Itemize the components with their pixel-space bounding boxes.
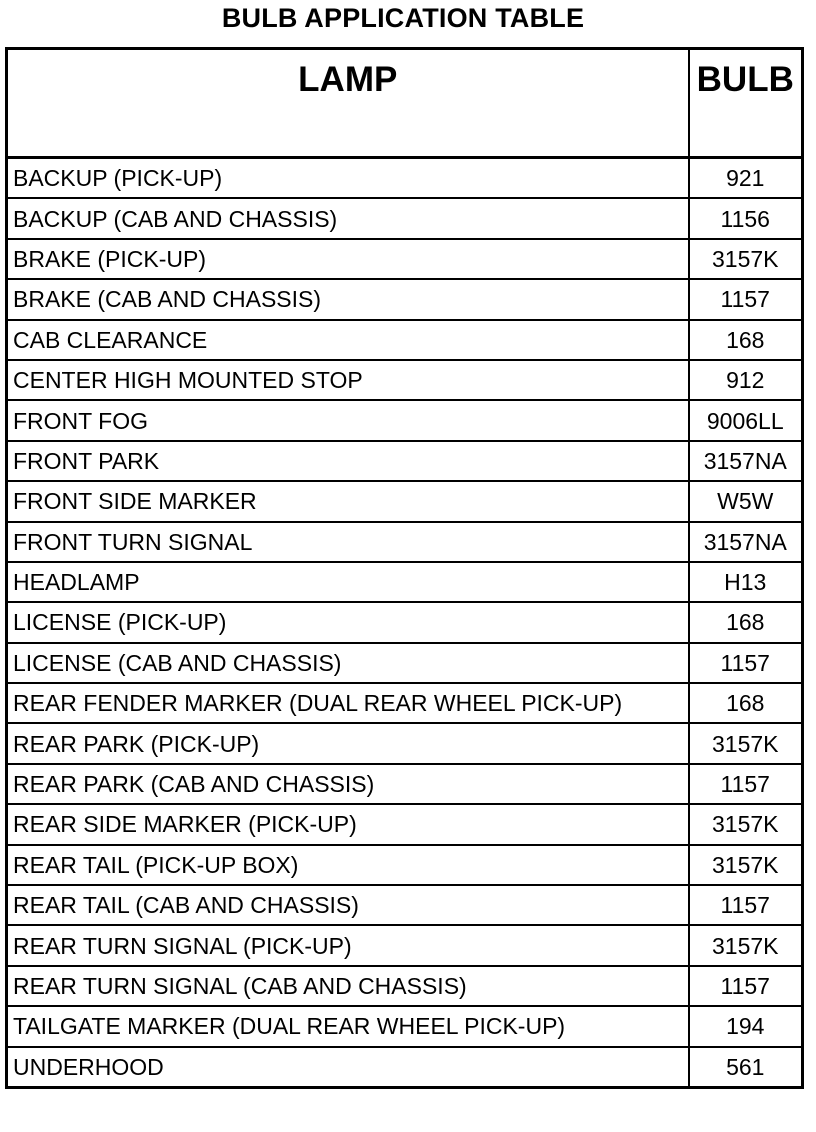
table-row [7,723,803,763]
lamp-cell: FRONT TURN SIGNAL [7,522,689,562]
table-body [7,158,803,1088]
bulb-cell: 561 [689,1047,803,1088]
lamp-cell: REAR TAIL (CAB AND CHASSIS) [7,885,689,925]
lamp-cell: REAR TURN SIGNAL (PICK-UP) [7,925,689,965]
bulb-cell: 9006LL [689,400,803,440]
table-row [7,279,803,319]
table-row [7,643,803,683]
table-row [7,885,803,925]
bulb-cell: W5W [689,481,803,521]
lamp-cell: REAR SIDE MARKER (PICK-UP) [7,804,689,844]
table-row [7,966,803,1006]
bulb-cell: 1157 [689,764,803,804]
bulb-cell: 3157K [689,239,803,279]
table-row [7,522,803,562]
lamp-cell: REAR TURN SIGNAL (CAB AND CHASSIS) [7,966,689,1006]
bulb-cell: 3157K [689,723,803,763]
table-row [7,360,803,400]
bulb-cell: 1156 [689,198,803,238]
bulb-cell: 3157K [689,804,803,844]
bulb-cell: 3157K [689,845,803,885]
table-row [7,562,803,602]
lamp-cell: HEADLAMP [7,562,689,602]
lamp-cell: FRONT FOG [7,400,689,440]
lamp-cell: UNDERHOOD [7,1047,689,1088]
table-row [7,400,803,440]
bulb-cell: 3157NA [689,522,803,562]
lamp-cell: BRAKE (CAB AND CHASSIS) [7,279,689,319]
lamp-cell: REAR FENDER MARKER (DUAL REAR WHEEL PICK-UP) [7,683,689,723]
lamp-cell: REAR PARK (PICK-UP) [7,723,689,763]
table-row [7,481,803,521]
table-row [7,198,803,238]
table-row [7,1006,803,1046]
lamp-cell: LICENSE (CAB AND CHASSIS) [7,643,689,683]
lamp-column-header: LAMP [7,49,689,158]
bulb-cell: 168 [689,683,803,723]
table-row [7,925,803,965]
bulb-cell: 1157 [689,885,803,925]
table-row [7,158,803,199]
table-row [7,320,803,360]
bulb-cell: 194 [689,1006,803,1046]
lamp-cell: TAILGATE MARKER (DUAL REAR WHEEL PICK-UP) [7,1006,689,1046]
bulb-application-table [5,47,804,1089]
lamp-cell: LICENSE (PICK-UP) [7,602,689,642]
lamp-cell: FRONT SIDE MARKER [7,481,689,521]
lamp-cell: REAR TAIL (PICK-UP BOX) [7,845,689,885]
lamp-cell: REAR PARK (CAB AND CHASSIS) [7,764,689,804]
lamp-cell: BRAKE (PICK-UP) [7,239,689,279]
bulb-cell: 1157 [689,279,803,319]
bulb-cell: 1157 [689,966,803,1006]
lamp-cell: BACKUP (PICK-UP) [7,158,689,199]
bulb-cell: H13 [689,562,803,602]
table-row [7,804,803,844]
lamp-cell: FRONT PARK [7,441,689,481]
table-row [7,239,803,279]
lamp-cell: BACKUP (CAB AND CHASSIS) [7,198,689,238]
bulb-cell: 912 [689,360,803,400]
bulb-cell: 1157 [689,643,803,683]
bulb-cell: 3157NA [689,441,803,481]
bulb-column-header: BULB [689,49,803,158]
lamp-cell: CAB CLEARANCE [7,320,689,360]
table-header-row [7,49,803,158]
table-row [7,1047,803,1088]
bulb-cell: 3157K [689,925,803,965]
table-row [7,845,803,885]
table-row [7,602,803,642]
page-title: BULB APPLICATION TABLE [221,3,585,33]
table-row [7,764,803,804]
table-row [7,683,803,723]
bulb-cell: 168 [689,320,803,360]
lamp-cell: CENTER HIGH MOUNTED STOP [7,360,689,400]
table-row [7,441,803,481]
bulb-cell: 921 [689,158,803,199]
bulb-cell: 168 [689,602,803,642]
